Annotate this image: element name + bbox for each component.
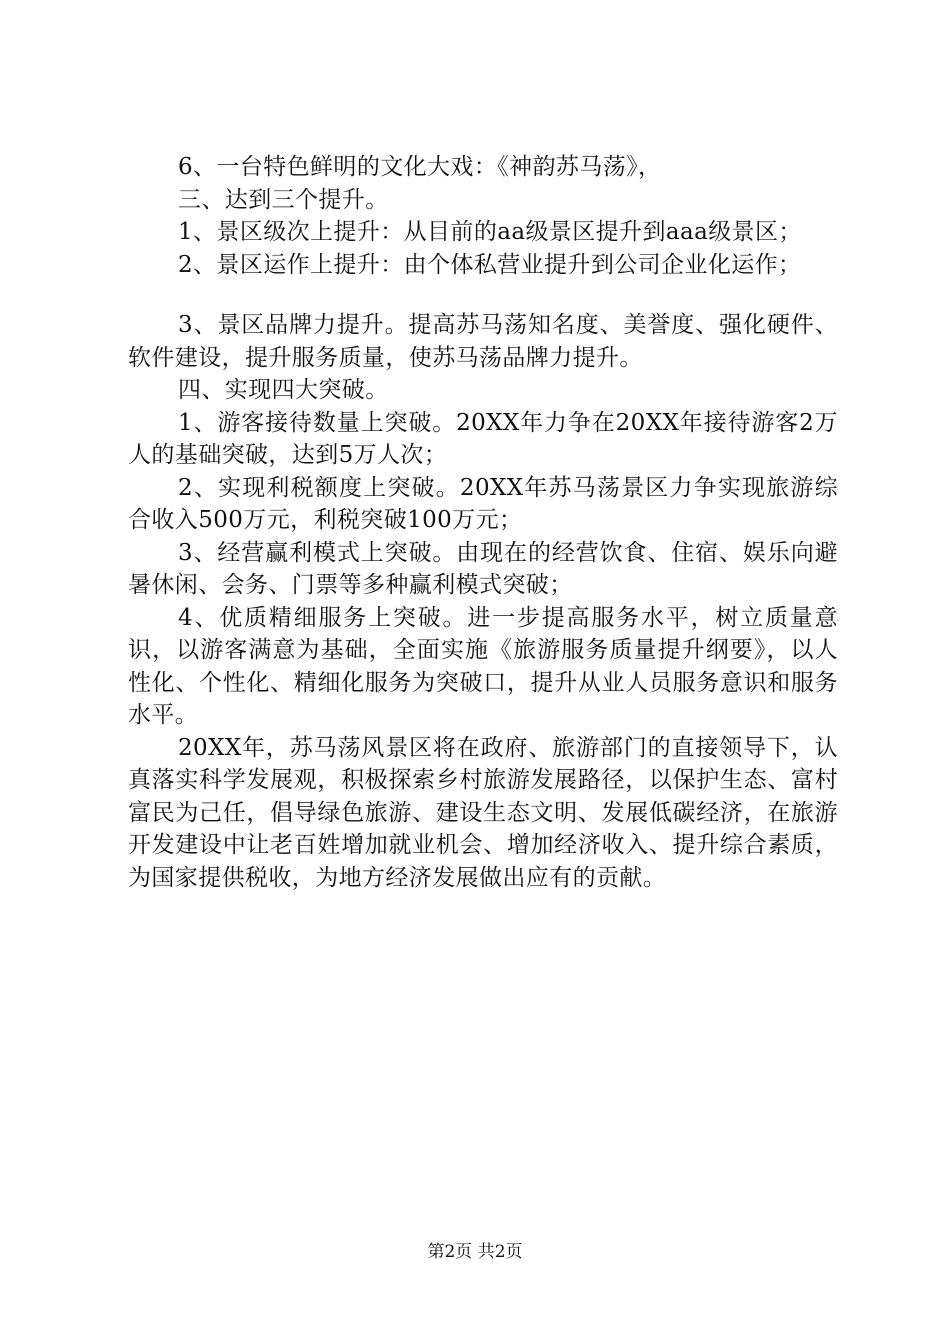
paragraph-conclusion: 20XX年，苏马荡风景区将在政府、旅游部门的直接领导下，认真落实科学发展观，积极探索乡村旅游发展路径，以保护生态、富村富民为己任，倡导绿色旅游、建设生态文明、发展低碳经济，在旅游开发建设中让老百姓增加就业机会、增加经济收入、提升综合素质，为国家提供税收，为地方经济发展做出应有的贡献。 (128, 734, 838, 891)
heading-four-breakthroughs: 四、实现四大突破。 (178, 377, 389, 403)
paragraph-visitor-breakthrough: 1、游客接待数量上突破。20XX年力争在20XX年接待游客2万人的基础突破，达到5万人次； (128, 409, 838, 468)
paragraph-upgrade-level: 1、景区级次上提升：从目前的aa级景区提升到aaa级景区； (178, 219, 802, 245)
paragraph-upgrade-operation: 2、景区运作上提升：由个体私营业提升到公司企业化运作； (178, 251, 802, 278)
page-number-footer: 第2页 共2页 (427, 1242, 523, 1262)
paragraph-culture-show: 6、一台特色鲜明的文化大戏：《神韵苏马荡》， (178, 154, 662, 180)
heading-three-upgrades: 三、达到三个提升。 (178, 186, 389, 213)
paragraph-service-breakthrough: 4、优质精细服务上突破。进一步提高服务水平，树立质量意识，以游客满意为基础，全面实施《旅游服务质量提升纲要》，以人性化、个性化、精细化服务为突破口，提升从业人员服务意识和服务水平。 (128, 604, 838, 728)
paragraph-upgrade-brand: 3、景区品牌力提升。提高苏马荡知名度、美誉度、强化硬件、软件建设，提升服务质量，使苏马荡品牌力提升。 (128, 312, 838, 371)
paragraph-revenue-breakthrough: 2、实现利税额度上突破。20XX年苏马荡景区力争实现旅游综合收入500万元，利税突破100万元； (128, 474, 838, 533)
paragraph-business-model-breakthrough: 3、经营赢利模式上突破。由现在的经营饮食、住宿、娱乐向避暑休闲、会务、门票等多种赢利模式突破； (128, 539, 838, 598)
document-body (128, 151, 838, 894)
